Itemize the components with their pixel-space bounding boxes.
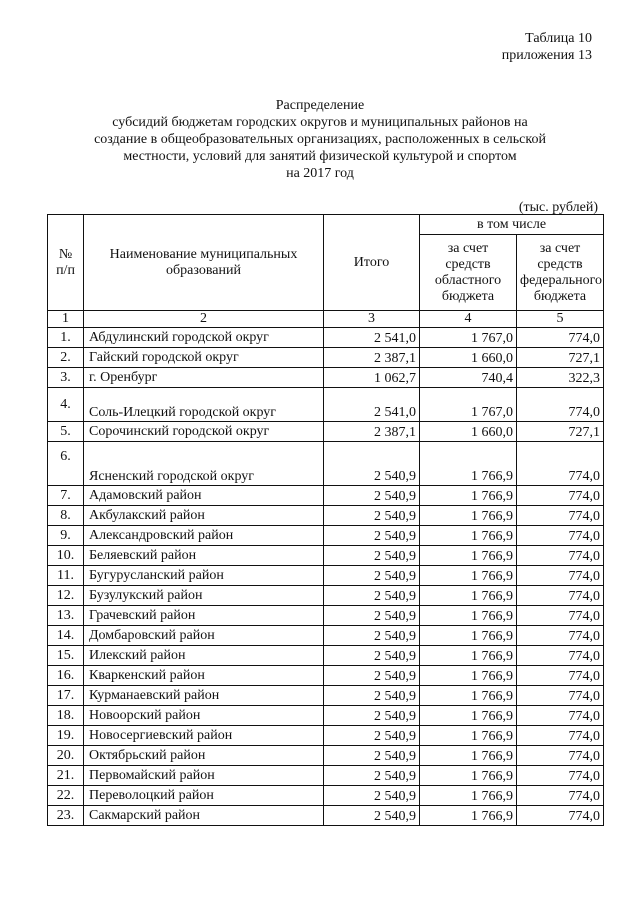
row-number: 4. [48, 388, 84, 422]
row-name: Новосергиевский район [84, 726, 324, 746]
table-row [48, 666, 604, 686]
row-federal: 774,0 [517, 506, 604, 526]
row-number: 20. [48, 746, 84, 766]
row-total: 2 387,1 [324, 348, 420, 368]
row-name: Соль-Илецкий городской округ [84, 388, 324, 422]
row-regional: 1 660,0 [420, 422, 517, 442]
column-number: 2 [84, 311, 324, 328]
row-total: 2 540,9 [324, 586, 420, 606]
table-row [48, 442, 604, 486]
row-federal: 774,0 [517, 646, 604, 666]
row-total: 1 062,7 [324, 368, 420, 388]
row-total: 2 540,9 [324, 442, 420, 486]
row-total: 2 540,9 [324, 686, 420, 706]
column-number: 3 [324, 311, 420, 328]
row-total: 2 540,9 [324, 626, 420, 646]
row-number: 8. [48, 506, 84, 526]
row-regional: 1 767,0 [420, 388, 517, 422]
column-number: 5 [517, 311, 604, 328]
table-row [48, 806, 604, 826]
row-name: Гайский городской округ [84, 348, 324, 368]
row-total: 2 540,9 [324, 506, 420, 526]
table-row [48, 766, 604, 786]
table-row [48, 586, 604, 606]
row-total: 2 540,9 [324, 566, 420, 586]
table-row [48, 486, 604, 506]
header-including: в том числе [420, 215, 604, 235]
row-regional: 1 766,9 [420, 626, 517, 646]
row-regional: 740,4 [420, 368, 517, 388]
table-label: Таблица 10 [525, 31, 592, 46]
row-total: 2 540,9 [324, 706, 420, 726]
row-total: 2 387,1 [324, 422, 420, 442]
row-regional: 1 766,9 [420, 566, 517, 586]
row-number: 3. [48, 368, 84, 388]
row-number: 19. [48, 726, 84, 746]
row-total: 2 540,9 [324, 526, 420, 546]
row-number: 21. [48, 766, 84, 786]
row-federal: 727,1 [517, 422, 604, 442]
row-number: 10. [48, 546, 84, 566]
row-federal: 774,0 [517, 686, 604, 706]
row-name: Абдулинский городской округ [84, 328, 324, 348]
row-federal: 774,0 [517, 328, 604, 348]
row-federal: 322,3 [517, 368, 604, 388]
row-regional: 1 766,9 [420, 606, 517, 626]
row-name: Адамовский район [84, 486, 324, 506]
row-number: 23. [48, 806, 84, 826]
title-line: субсидий бюджетам городских округов и муниципальных районов на [112, 115, 528, 130]
row-federal: 774,0 [517, 666, 604, 686]
title-line: создание в общеобразовательных организациях, расположенных в сельской [94, 132, 546, 147]
row-regional: 1 766,9 [420, 646, 517, 666]
row-federal: 774,0 [517, 388, 604, 422]
row-regional: 1 766,9 [420, 766, 517, 786]
row-total: 2 540,9 [324, 606, 420, 626]
table-row [48, 606, 604, 626]
table-row [48, 746, 604, 766]
row-name: Грачевский район [84, 606, 324, 626]
table-row [48, 546, 604, 566]
header-name: Наименование муниципальных образований [84, 215, 324, 311]
row-name: Бузулукский район [84, 586, 324, 606]
row-name: Новоорский район [84, 706, 324, 726]
row-name: Курманаевский район [84, 686, 324, 706]
row-federal: 774,0 [517, 626, 604, 646]
table-row [48, 786, 604, 806]
row-federal: 774,0 [517, 442, 604, 486]
table-row [48, 506, 604, 526]
row-number: 14. [48, 626, 84, 646]
row-number: 6. [48, 442, 84, 486]
table-row [48, 368, 604, 388]
table-row [48, 646, 604, 666]
appendix-label: приложения 13 [501, 48, 592, 63]
table-row [48, 686, 604, 706]
table-row [48, 388, 604, 422]
row-number: 17. [48, 686, 84, 706]
row-total: 2 540,9 [324, 746, 420, 766]
row-total: 2 540,9 [324, 786, 420, 806]
row-regional: 1 767,0 [420, 328, 517, 348]
table-row [48, 626, 604, 646]
document-title [80, 97, 560, 182]
row-number: 13. [48, 606, 84, 626]
row-name: Бугурусланский район [84, 566, 324, 586]
table-row [48, 328, 604, 348]
row-number: 2. [48, 348, 84, 368]
row-name: Акбулакский район [84, 506, 324, 526]
row-regional: 1 766,9 [420, 746, 517, 766]
row-regional: 1 766,9 [420, 666, 517, 686]
title-line: местности, условий для занятий физической культурой и спортом [123, 149, 517, 164]
row-number: 12. [48, 586, 84, 606]
row-regional: 1 766,9 [420, 442, 517, 486]
header-total: Итого [324, 215, 420, 311]
row-federal: 774,0 [517, 726, 604, 746]
row-regional: 1 660,0 [420, 348, 517, 368]
row-name: Беляевский район [84, 546, 324, 566]
row-total: 2 540,9 [324, 666, 420, 686]
row-federal: 774,0 [517, 566, 604, 586]
row-number: 16. [48, 666, 84, 686]
row-federal: 774,0 [517, 706, 604, 726]
table-row [48, 348, 604, 368]
table-reference [502, 30, 592, 64]
row-total: 2 540,9 [324, 766, 420, 786]
row-name: Кваркенский район [84, 666, 324, 686]
row-number: 5. [48, 422, 84, 442]
row-number: 9. [48, 526, 84, 546]
row-name: Илекский район [84, 646, 324, 666]
title-line: Распределение [275, 98, 365, 113]
subsidy-table [47, 214, 604, 826]
row-number: 18. [48, 706, 84, 726]
row-total: 2 540,9 [324, 726, 420, 746]
row-federal: 774,0 [517, 746, 604, 766]
units-label: (тыс. рублей) [518, 200, 598, 215]
row-regional: 1 766,9 [420, 686, 517, 706]
row-federal: 774,0 [517, 806, 604, 826]
row-regional: 1 766,9 [420, 786, 517, 806]
row-regional: 1 766,9 [420, 806, 517, 826]
row-regional: 1 766,9 [420, 586, 517, 606]
row-number: 1. [48, 328, 84, 348]
row-name: Первомайский район [84, 766, 324, 786]
row-federal: 774,0 [517, 546, 604, 566]
row-total: 2 541,0 [324, 388, 420, 422]
row-total: 2 541,0 [324, 328, 420, 348]
table-row [48, 566, 604, 586]
row-number: 7. [48, 486, 84, 506]
row-regional: 1 766,9 [420, 526, 517, 546]
row-federal: 774,0 [517, 586, 604, 606]
row-name: Сорочинский городской округ [84, 422, 324, 442]
row-name: Октябрьский район [84, 746, 324, 766]
row-total: 2 540,9 [324, 546, 420, 566]
header-federal: за счет средств федерального бюджета [517, 235, 604, 311]
row-total: 2 540,9 [324, 806, 420, 826]
row-total: 2 540,9 [324, 646, 420, 666]
row-name: Переволоцкий район [84, 786, 324, 806]
row-name: Домбаровский район [84, 626, 324, 646]
row-regional: 1 766,9 [420, 506, 517, 526]
row-federal: 774,0 [517, 606, 604, 626]
row-name: Сакмарский район [84, 806, 324, 826]
row-federal: 774,0 [517, 786, 604, 806]
table-row [48, 706, 604, 726]
row-federal: 774,0 [517, 486, 604, 506]
row-name: Ясненский городской округ [84, 442, 324, 486]
row-regional: 1 766,9 [420, 486, 517, 506]
row-federal: 774,0 [517, 766, 604, 786]
row-total: 2 540,9 [324, 486, 420, 506]
table-row [48, 526, 604, 546]
row-regional: 1 766,9 [420, 706, 517, 726]
title-line: на 2017 год [286, 166, 354, 181]
row-name: г. Оренбург [84, 368, 324, 388]
row-number: 15. [48, 646, 84, 666]
row-federal: 774,0 [517, 526, 604, 546]
row-regional: 1 766,9 [420, 726, 517, 746]
column-number: 1 [48, 311, 84, 328]
table-row [48, 422, 604, 442]
column-number: 4 [420, 311, 517, 328]
header-regional: за счет средств областного бюджета [420, 235, 517, 311]
row-number: 22. [48, 786, 84, 806]
header-num: № п/п [48, 215, 84, 311]
row-federal: 727,1 [517, 348, 604, 368]
row-name: Александровский район [84, 526, 324, 546]
row-number: 11. [48, 566, 84, 586]
table-row [48, 726, 604, 746]
row-regional: 1 766,9 [420, 546, 517, 566]
